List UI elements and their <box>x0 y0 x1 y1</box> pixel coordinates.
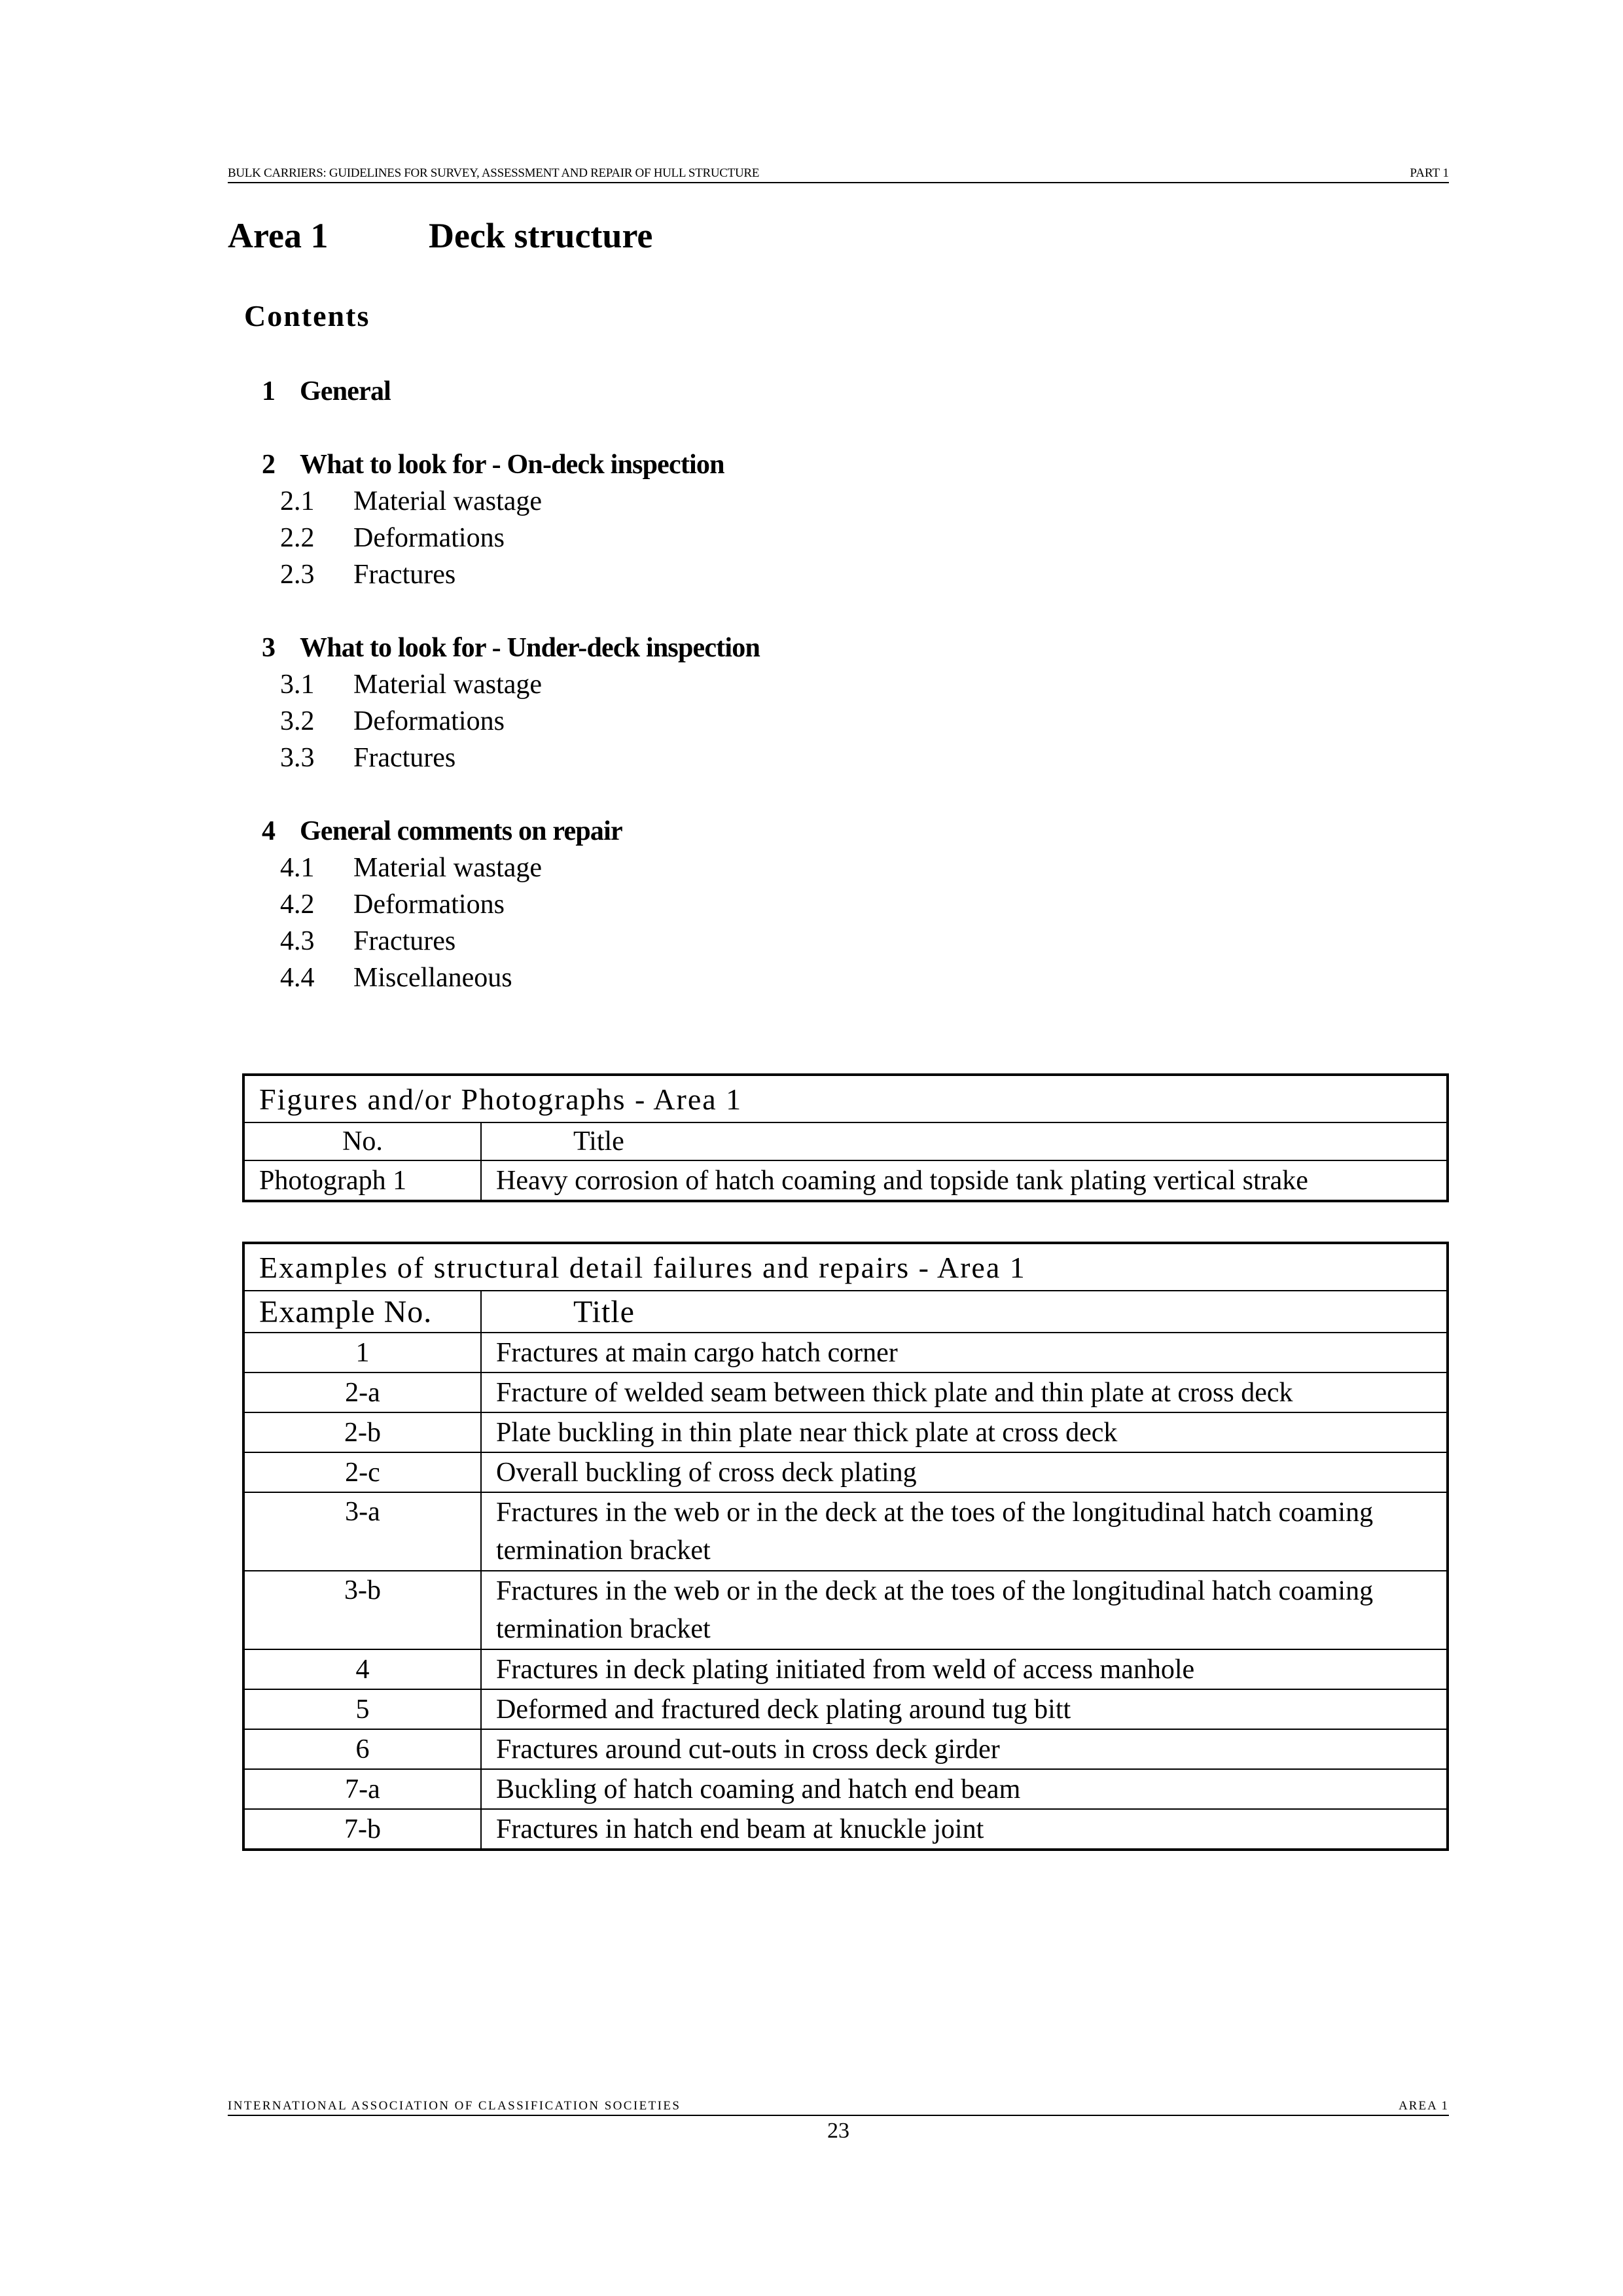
toc-subsection-number: 2.2 <box>280 523 315 553</box>
example-title: Fractures in the web or in the deck at the toes of the longitudinal hatch coaming termination bracket <box>481 1571 1448 1649</box>
example-number: 2-c <box>243 1452 481 1492</box>
toc-spacer <box>262 776 760 813</box>
toc-subsection <box>262 740 760 776</box>
toc-subsection-title: Fractures <box>353 926 456 956</box>
example-title: Fractures at main cargo hatch corner <box>481 1333 1448 1372</box>
toc-subsection-number: 3.2 <box>280 706 315 736</box>
area-label: Area 1 <box>228 216 329 255</box>
toc-subsection-title: Material wastage <box>353 853 543 883</box>
toc-section-number: 3 <box>262 633 276 663</box>
figures-table-caption: Figures and/or Photographs - Area 1 <box>243 1075 1448 1122</box>
toc-subsection-number: 4.2 <box>280 889 315 920</box>
table-row <box>243 1769 1448 1809</box>
table-row <box>243 1492 1448 1571</box>
example-title: Fractures in deck plating initiated from weld of access manhole <box>481 1649 1448 1689</box>
figures-table <box>242 1073 1449 1202</box>
page-number: 23 <box>827 2119 849 2143</box>
table-row <box>243 1689 1448 1729</box>
example-number: 3-a <box>243 1492 481 1571</box>
footer-org: INTERNATIONAL ASSOCIATION OF CLASSIFICATION SOCIETIES <box>228 2099 681 2113</box>
toc-subsection-number: 3.3 <box>280 743 315 773</box>
toc-subsection-title: Fractures <box>353 743 456 773</box>
toc-spacer <box>262 593 760 630</box>
table-row <box>243 1571 1448 1649</box>
example-title: Fractures in hatch end beam at knuckle joint <box>481 1809 1448 1850</box>
examples-col-title: Title <box>481 1291 1448 1333</box>
figures-col-title: Title <box>481 1122 1448 1160</box>
example-title: Deformed and fractured deck plating around tug bitt <box>481 1689 1448 1729</box>
toc-subsection-title: Deformations <box>353 523 505 553</box>
examples-table <box>242 1242 1449 1851</box>
contents-heading: Contents <box>244 299 370 332</box>
figures-col-no: No. <box>243 1122 481 1160</box>
toc-subsection-title: Material wastage <box>353 670 543 700</box>
table-row <box>243 1649 1448 1689</box>
example-number: 5 <box>243 1689 481 1729</box>
example-number: 2-a <box>243 1372 481 1412</box>
toc-subsection <box>262 703 760 740</box>
example-title: Plate buckling in thin plate near thick plate at cross deck <box>481 1412 1448 1452</box>
example-title: Fractures in the web or in the deck at the toes of the longitudinal hatch coaming termination bracket <box>481 1492 1448 1571</box>
figure-number: Photograph 1 <box>243 1160 481 1201</box>
toc-subsection-number: 4.1 <box>280 853 315 883</box>
toc-section <box>262 630 760 666</box>
example-number: 7-a <box>243 1769 481 1809</box>
table-row <box>243 1372 1448 1412</box>
table-row <box>243 1452 1448 1492</box>
toc-spacer <box>262 410 760 446</box>
example-title: Fractures around cut-outs in cross deck girder <box>481 1729 1448 1769</box>
table-row <box>243 1333 1448 1372</box>
toc-subsection-title: Miscellaneous <box>353 963 512 993</box>
example-title: Fracture of welded seam between thick plate and thin plate at cross deck <box>481 1372 1448 1412</box>
table-row <box>243 1412 1448 1452</box>
toc-subsection <box>262 923 760 960</box>
toc-subsection <box>262 483 760 520</box>
toc-section-title: What to look for - Under-deck inspection <box>300 633 760 663</box>
toc-subsection-number: 3.1 <box>280 670 315 700</box>
footer-area: AREA 1 <box>1399 2099 1449 2113</box>
toc-subsection-number: 2.1 <box>280 486 315 516</box>
toc-subsection-title: Deformations <box>353 706 505 736</box>
table-row <box>243 1160 1448 1201</box>
examples-col-no: Example No. <box>243 1291 481 1333</box>
toc-section-number: 1 <box>262 376 276 406</box>
toc-subsection <box>262 850 760 886</box>
running-footer <box>228 2098 1449 2116</box>
toc-section-title: General <box>300 376 391 406</box>
toc-subsection <box>262 886 760 923</box>
toc-section <box>262 813 760 850</box>
table-of-contents <box>262 373 760 996</box>
header-part: PART 1 <box>1410 166 1449 180</box>
examples-table-caption: Examples of structural detail failures and repairs - Area 1 <box>243 1243 1448 1291</box>
toc-subsection <box>262 960 760 996</box>
running-header <box>228 165 1449 183</box>
example-number: 1 <box>243 1333 481 1372</box>
toc-subsection-number: 2.3 <box>280 560 315 590</box>
toc-subsection-title: Fractures <box>353 560 456 590</box>
example-number: 3-b <box>243 1571 481 1649</box>
toc-subsection <box>262 520 760 556</box>
toc-subsection <box>262 556 760 593</box>
toc-section-number: 2 <box>262 450 276 480</box>
toc-subsection-title: Material wastage <box>353 486 543 516</box>
toc-section-title: What to look for - On-deck inspection <box>300 450 724 480</box>
example-title: Overall buckling of cross deck plating <box>481 1452 1448 1492</box>
header-title: BULK CARRIERS: GUIDELINES FOR SURVEY, ASSESSMENT AND REPAIR OF HULL STRUCTURE <box>228 166 760 180</box>
toc-section-title: General comments on repair <box>300 816 622 846</box>
toc-subsection-title: Deformations <box>353 889 505 920</box>
figure-title: Heavy corrosion of hatch coaming and topside tank plating vertical strake <box>481 1160 1448 1201</box>
toc-section-number: 4 <box>262 816 276 846</box>
toc-subsection-number: 4.4 <box>280 963 315 993</box>
toc-section <box>262 446 760 483</box>
example-number: 4 <box>243 1649 481 1689</box>
table-row <box>243 1729 1448 1769</box>
example-number: 2-b <box>243 1412 481 1452</box>
toc-subsection <box>262 666 760 703</box>
area-title: Deck structure <box>429 216 653 255</box>
toc-section <box>262 373 760 410</box>
table-row <box>243 1809 1448 1850</box>
toc-subsection-number: 4.3 <box>280 926 315 956</box>
example-number: 6 <box>243 1729 481 1769</box>
example-number: 7-b <box>243 1809 481 1850</box>
example-title: Buckling of hatch coaming and hatch end beam <box>481 1769 1448 1809</box>
